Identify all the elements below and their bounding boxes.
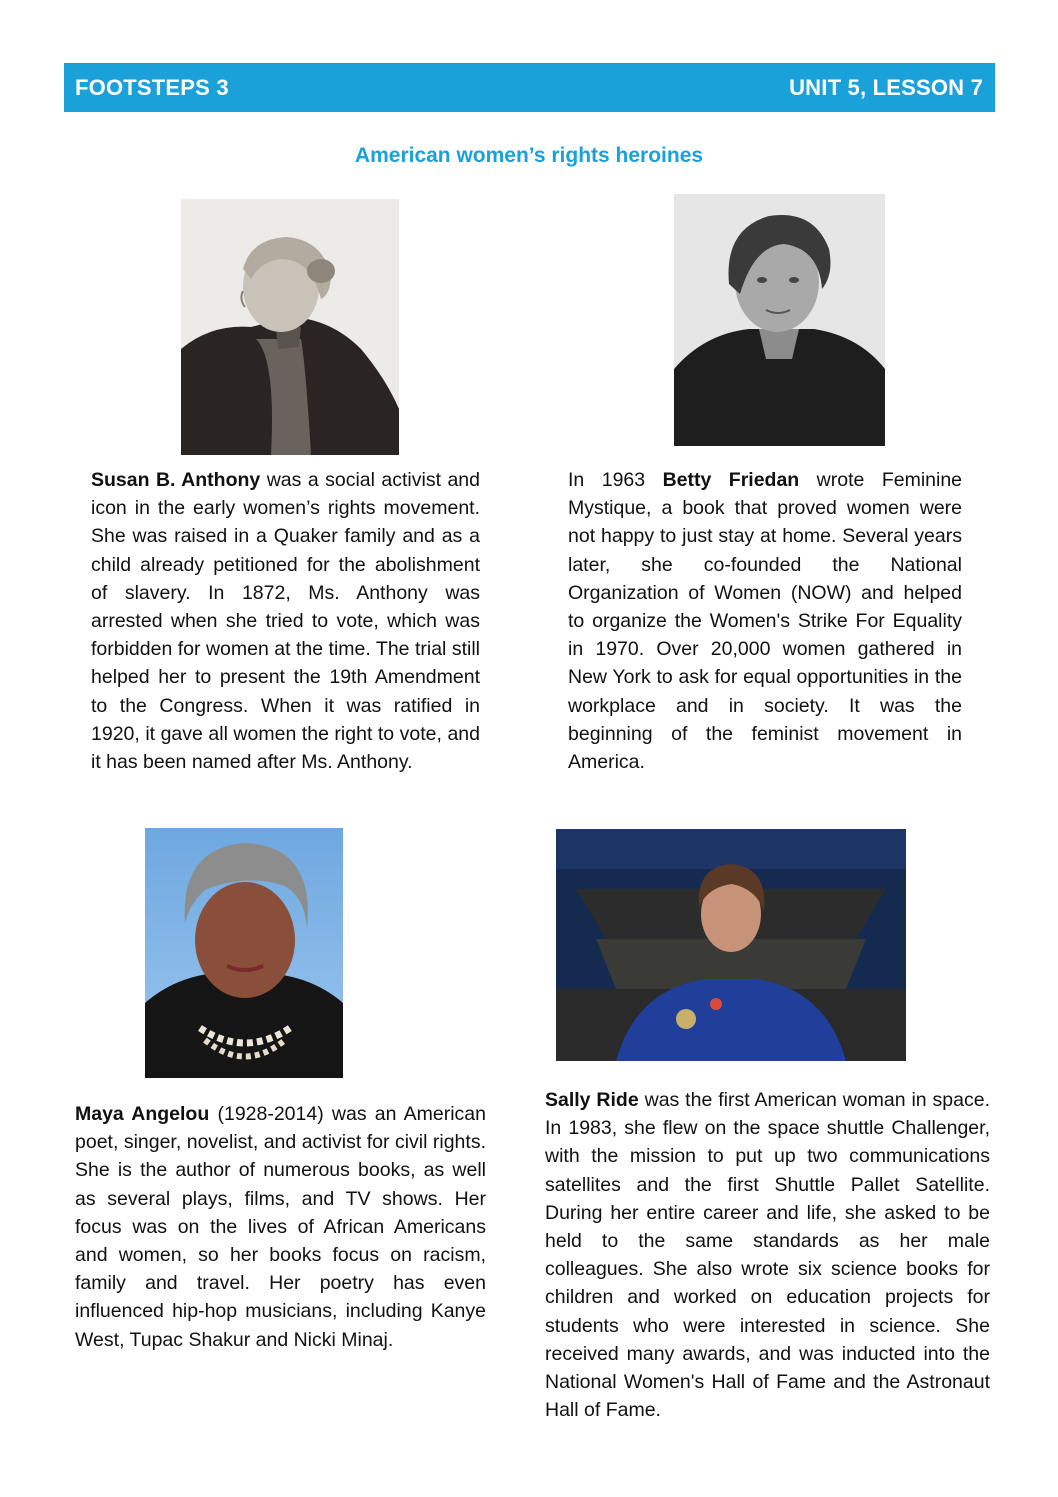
heroine-bio-text: was a social activist and icon in the early women’s rights movement. She was raised in a Quaker family and as a child already petitioned for the abolishment of slavery. In 1872, Ms. Anthony was arrested when she tried to vote, which was forbidden for women at the time. The trial still helped her to present the 19th Amendment to the Congress. When it was ratified in 1920, it gave all women the right to vote, and it has been named after Ms. Anthony. xyxy=(91,469,480,774)
heroine-name: Maya Angelou xyxy=(75,1103,210,1125)
heroine-bio-text: was the first American woman in space. In 1983, she flew on the space shuttle Challenger, with the mission to put up two communications satellites and the first Shuttle Pallet Satellite. During her entire career and life, she asked to be held to the same standards as her male colleagues. She also wrote six science books for children and worked on education projects for students who were interested in science. She received many awards, and was inducted into the National Women's Hall of Fame and the Astronaut Hall of Fame. xyxy=(545,1089,990,1422)
betty-friedan-photo xyxy=(674,194,885,446)
heroine-name: Susan B. Anthony xyxy=(91,469,261,491)
heroine-bio-text: (1928-2014) was an American poet, singer, novelist, and activist for civil rights. She is the author of numerous books, as well as several plays, films, and TV shows. Her focus was on the lives of African Americans and women, so her books focus on racism, family and travel. Her poetry has even influenced hip-hop musicians, including Kanye West, Tupac Shakur and Nicki Minaj. xyxy=(75,1103,486,1351)
unit-lesson-label: UNIT 5, LESSON 7 xyxy=(789,74,983,100)
heroine-bio-maya-angelou xyxy=(75,1100,486,1354)
sally-ride-photo xyxy=(556,829,906,1061)
heroine-bio-text: wrote Feminine Mystique, a book that proved women were not happy to just stay at home. Several years later, she co-founded the National Organization of Women (NOW) and helped to organize the Women's Strike For Equality in 1970. Over 20,000 women gathered in New York to ask for equal opportunities in the workplace and in society. It was the beginning of the feminist movement in America. xyxy=(568,469,963,774)
page-title: American women’s rights heroines xyxy=(354,144,704,167)
header-bar xyxy=(64,63,995,112)
heroine-bio-intro: In 1963 xyxy=(568,469,663,491)
heroine-bio-susan-b-anthony xyxy=(91,466,480,776)
heroine-bio-betty-friedan xyxy=(568,466,962,776)
susan-b-anthony-photo xyxy=(181,199,399,455)
heroine-name: Sally Ride xyxy=(545,1089,639,1111)
maya-angelou-photo xyxy=(145,828,343,1078)
course-title: FOOTSTEPS 3 xyxy=(75,74,229,100)
heroine-name: Betty Friedan xyxy=(662,469,800,491)
heroine-bio-sally-ride xyxy=(545,1086,990,1424)
